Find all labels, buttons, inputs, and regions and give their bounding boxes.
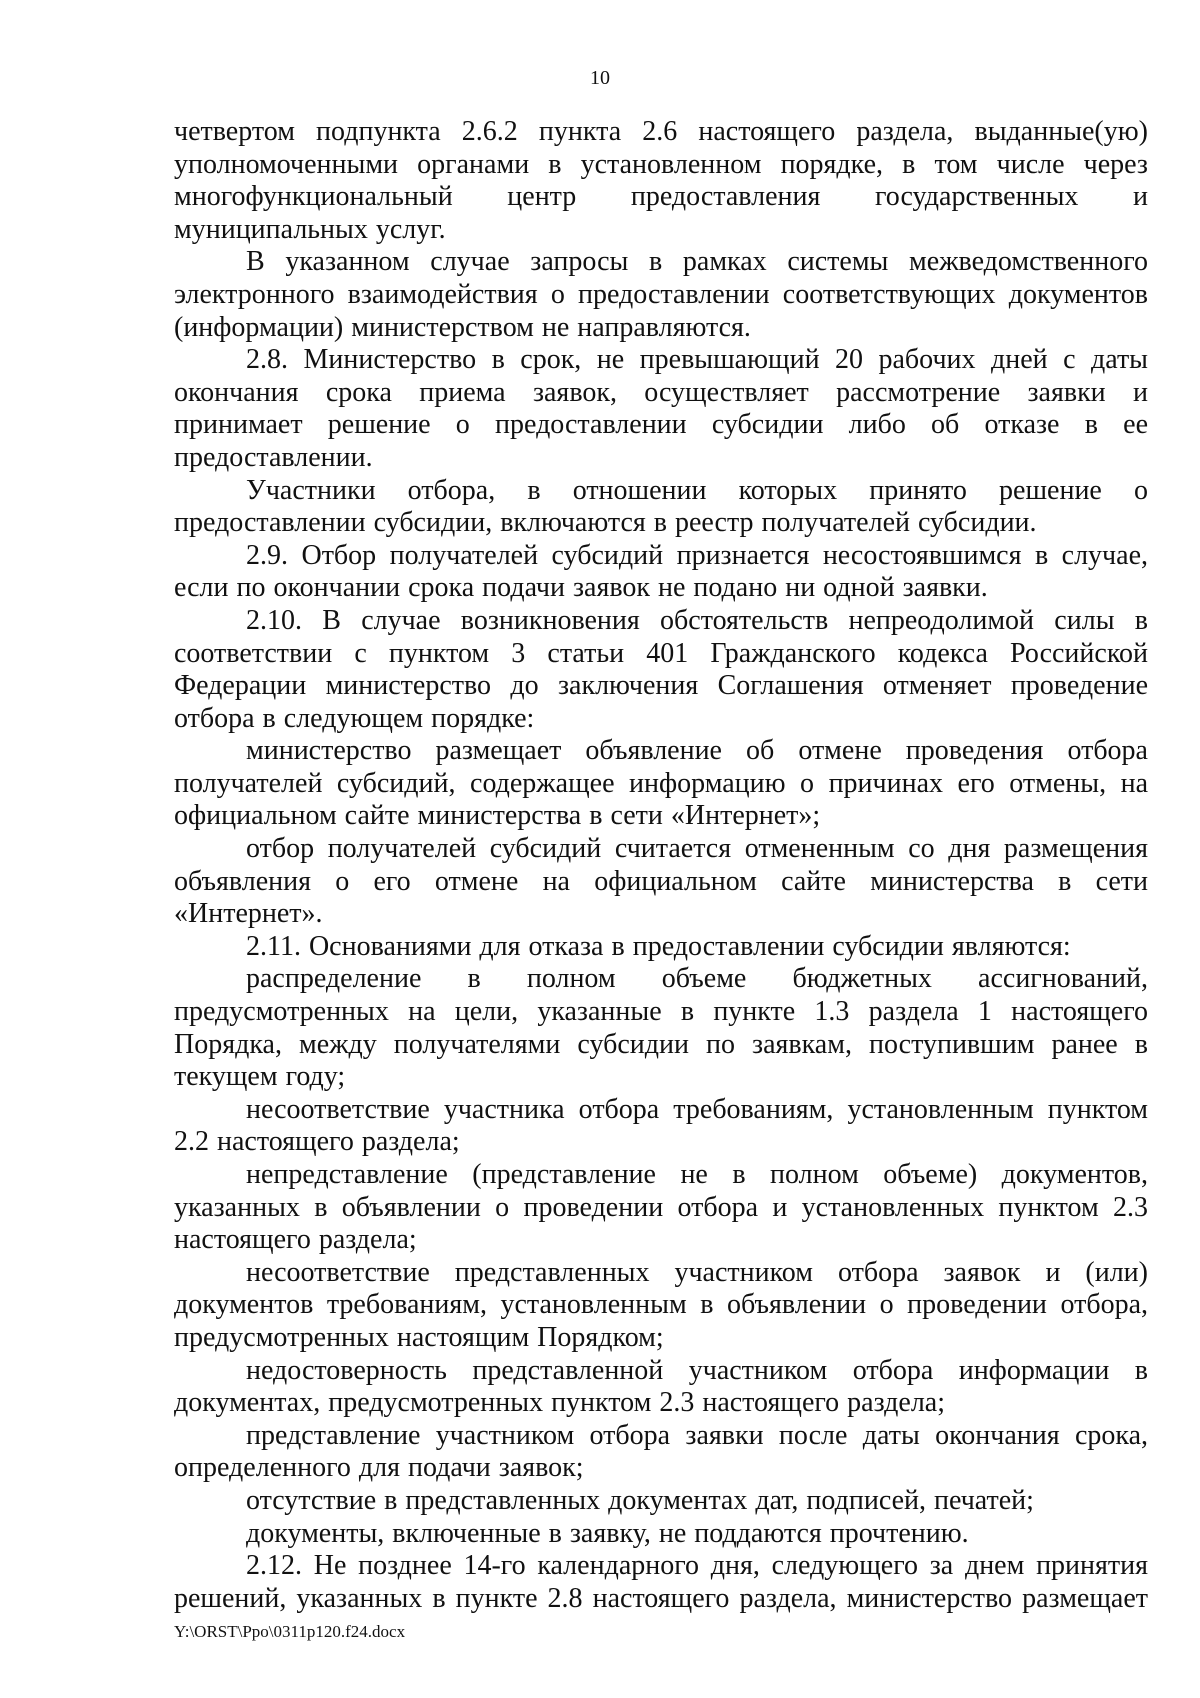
paragraph-2-9: 2.9. Отбор получателей субсидий признается несостоявшимся в случае, если по окончании срока подачи заявок не подано ни одной заявки. — [174, 539, 1148, 604]
paragraph-interagency-requests: В указанном случае запросы в рамках системы межведомственного электронного взаимодействия о предоставлении соответствующих документов (информации) министерством не направляются. — [174, 246, 1148, 343]
paragraph-2-12: 2.12. Не позднее 14-го календарного дня, следующего за днем принятия решений, указанных в пункте 2.8 настоящего раздела, министерство размещает — [174, 1550, 1148, 1614]
paragraph-cancel-effective: отбор получателей субсидий считается отмененным со дня размещения объявления о его отмене на официальном сайте министерства в сети «Интернет». — [174, 833, 1148, 930]
list-item-inaccurate-information: недостоверность представленной участником отбора информации в документах, предусмотренных пунктом 2.3 настоящего раздела; — [174, 1354, 1148, 1419]
paragraph-2-11: 2.11. Основаниями для отказа в предоставлении субсидии являются: — [246, 930, 1071, 962]
list-item-budget-allocation: распределение в полном объеме бюджетных ассигнований, предусмотренных на цели, указанные в пункте 1.3 раздела 1 настоящего Порядка, между получателями субсидии по заявкам, поступившим ранее в текущем году; — [174, 963, 1148, 1093]
paragraph-2-8: 2.8. Министерство в срок, не превышающий 20 рабочих дней с даты окончания срока приема заявок, осуществляет рассмотрение заявки и принимает решение о предоставлении субсидии либо об отказе в ее предоставлении. — [174, 344, 1148, 473]
page-number: 10 — [590, 67, 610, 89]
document-body — [174, 116, 1148, 1615]
list-item-documents-noncompliance: несоответствие представленных участником отбора заявок и (или) документов требованиям, установленным в объявлении о проведении отбора, предусмотренных настоящим Порядком; — [174, 1256, 1148, 1353]
paragraph-cancel-announcement: министерство размещает объявление об отмене проведения отбора получателей субсидий, содержащее информацию о причинах его отмены, на официальном сайте министерства в сети «Интернет»; — [174, 735, 1148, 832]
list-item-missing-documents: непредставление (представление не в полном объеме) документов, указанных в объявлении о проведении отбора и установленных пунктом 2.3 настоящего раздела; — [174, 1159, 1148, 1256]
paragraph-continuation: четвертом подпункта 2.6.2 пункта 2.6 настоящего раздела, выданные(ую) уполномоченными органами в установленном порядке, в том числе через многофункциональный центр предоставления государственных и муниципальных услуг. — [174, 116, 1148, 245]
list-item-missing-signatures: отсутствие в представленных документах дат, подписей, печатей; — [246, 1484, 1034, 1516]
list-item-participant-noncompliance: несоответствие участника отбора требованиям, установленным пунктом 2.2 настоящего раздела; — [174, 1093, 1148, 1158]
list-item-unreadable: документы, включенные в заявку, не поддаются прочтению. — [246, 1517, 969, 1549]
footer-file-path: Y:\ORST\Ppo\0311p120.f24.docx — [174, 1622, 406, 1641]
paragraph-registry: Участники отбора, в отношении которых принято решение о предоставлении субсидии, включаются в реестр получателей субсидии. — [174, 474, 1148, 539]
paragraph-2-10: 2.10. В случае возникновения обстоятельств непреодолимой силы в соответствии с пунктом 3 статьи 401 Гражданского кодекса Российской Федерации министерство до заключения Соглашения отменяет проведение отбора в следующем порядке: — [174, 604, 1148, 734]
list-item-late-submission: представление участником отбора заявки после даты окончания срока, определенного для подачи заявок; — [174, 1419, 1148, 1484]
